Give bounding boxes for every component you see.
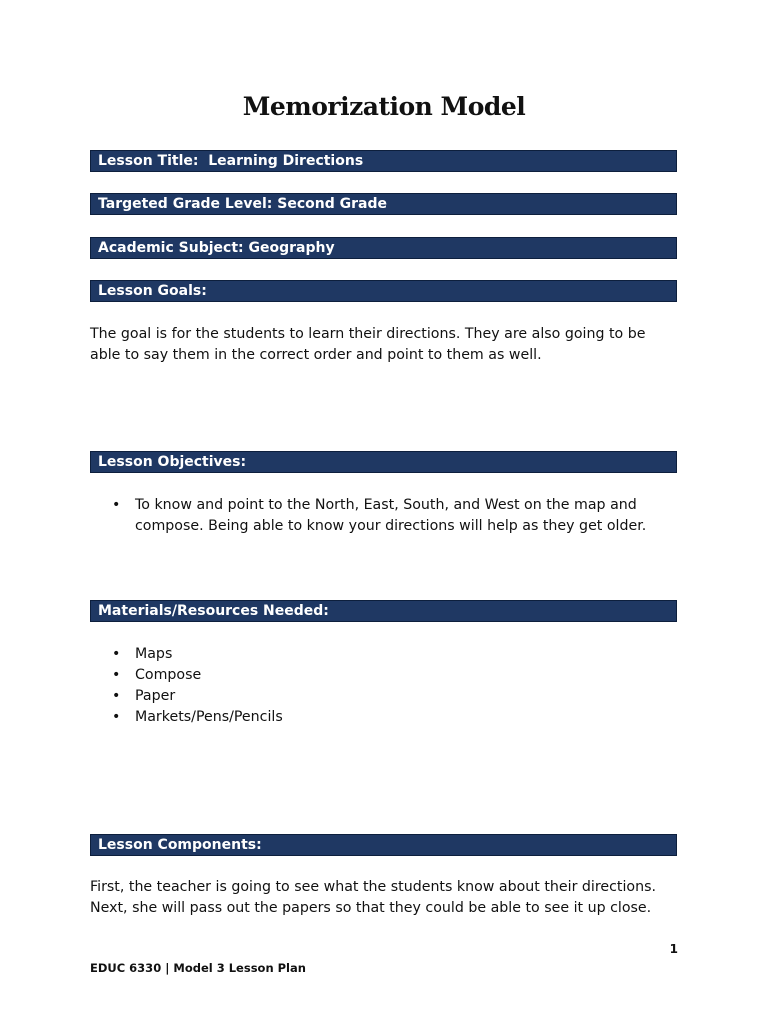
grade-level-bar: Targeted Grade Level: Second Grade bbox=[90, 193, 677, 215]
components-text: First, the teacher is going to see what the students know about their directions. Next, she will pass out the papers so that they could be able to see it up close. bbox=[90, 879, 656, 916]
list-item: • Paper bbox=[90, 686, 680, 707]
list-item: • Compose bbox=[90, 665, 680, 686]
list-item: • To know and point to the North, East, South, and West on the map and compose. Being able to know your directions will help as they get older. bbox=[90, 495, 680, 536]
goals-heading-bar: Lesson Goals: bbox=[90, 280, 677, 302]
objectives-heading-bar: Lesson Objectives: bbox=[90, 451, 677, 473]
subject-bar: Academic Subject: Geography bbox=[90, 237, 677, 259]
materials-heading-bar: Materials/Resources Needed: bbox=[90, 600, 677, 622]
objectives-list bbox=[90, 495, 680, 536]
materials-list bbox=[90, 644, 680, 728]
list-item: • Markets/Pens/Pencils bbox=[90, 707, 680, 728]
page-footer: EDUC 6330 | Model 3 Lesson Plan bbox=[90, 961, 306, 975]
lesson-title-bar: Lesson Title: Learning Directions bbox=[90, 150, 677, 172]
document-title: Memorization Model bbox=[242, 92, 526, 121]
components-heading-bar: Lesson Components: bbox=[90, 834, 677, 856]
list-item: • Maps bbox=[90, 644, 680, 665]
goals-text: The goal is for the students to learn their directions. They are also going to be able to say them in the correct order and point to them as well. bbox=[90, 326, 646, 363]
page-number: 1 bbox=[669, 942, 678, 956]
